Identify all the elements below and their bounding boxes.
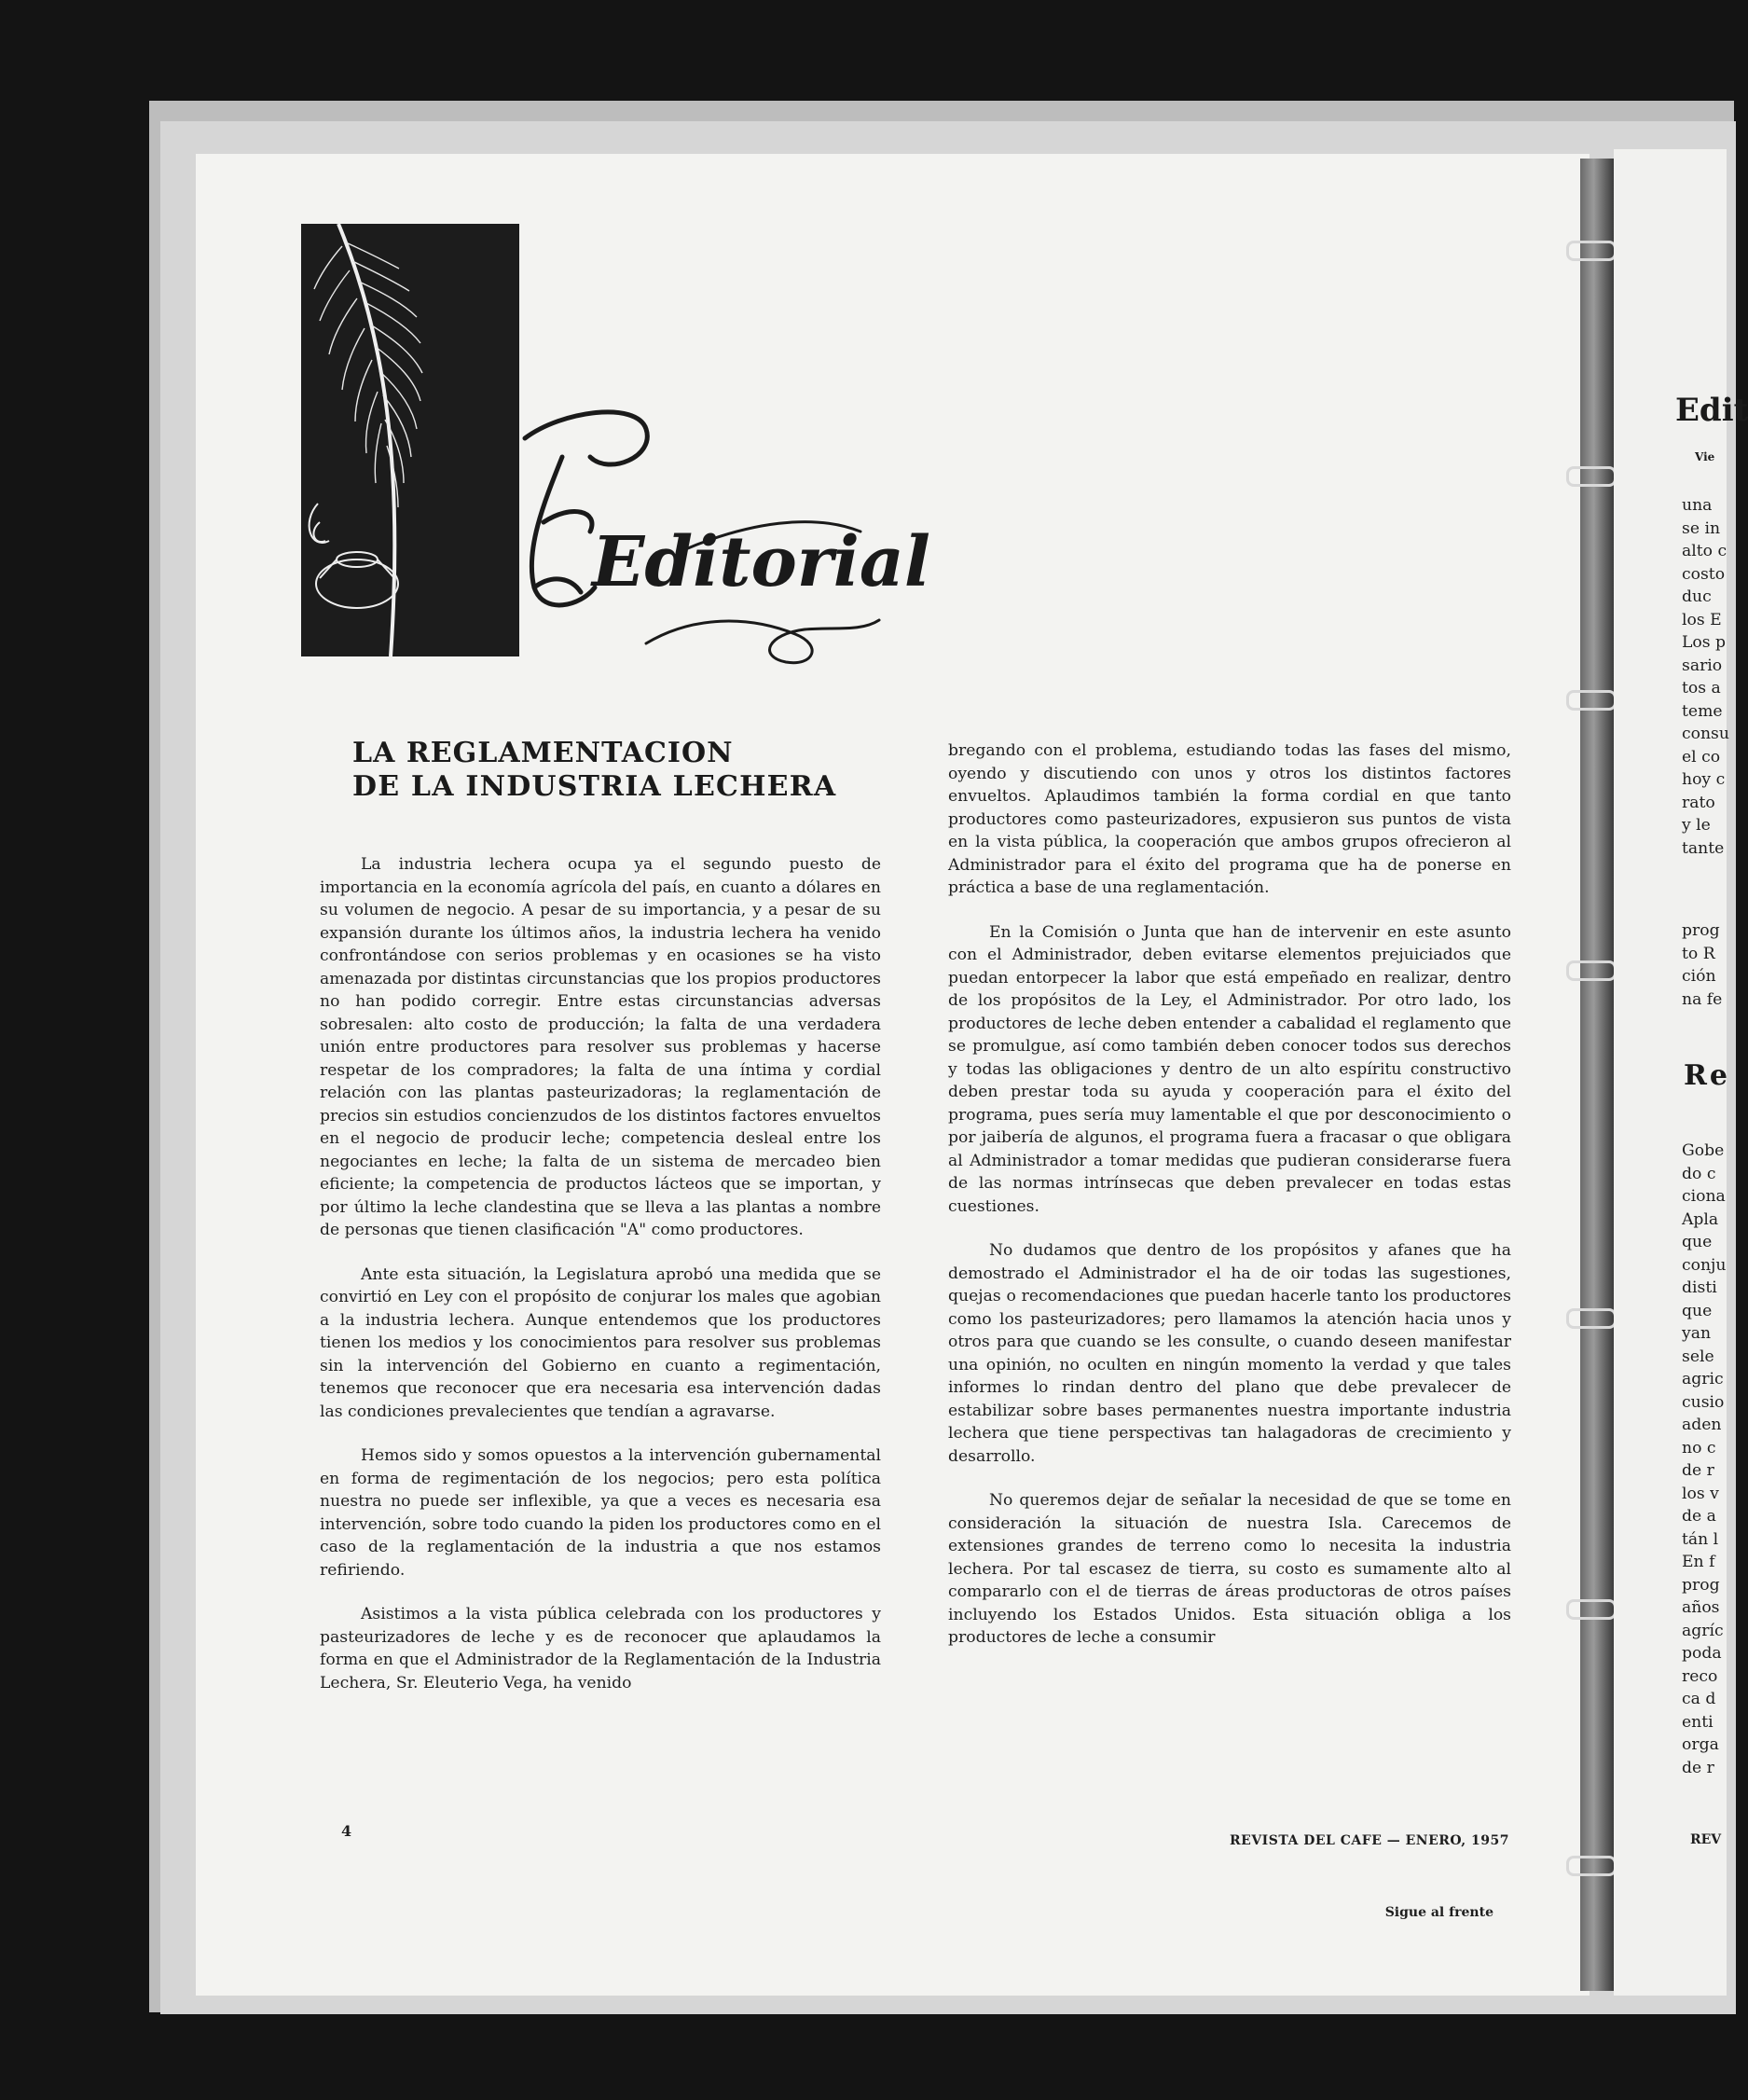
facing-page-line: tante: [1682, 838, 1725, 858]
headline-line-2: DE LA INDUSTRIA LECHERA: [352, 770, 837, 803]
facing-page-text-block-3: [1682, 1140, 1726, 1779]
facing-page-line: sario: [1682, 656, 1723, 675]
feather-inkwell-illustration: [301, 224, 519, 656]
binding-ring-icon: [1566, 466, 1617, 487]
facing-page-line: Apla: [1682, 1209, 1719, 1229]
facing-page-line: sele: [1682, 1347, 1714, 1366]
facing-page-line: aden: [1682, 1416, 1722, 1434]
facing-page-line: años: [1682, 1598, 1720, 1617]
facing-page-line: los v: [1682, 1484, 1719, 1503]
facing-page-line: yan: [1682, 1324, 1712, 1343]
facing-page-line: tos a: [1682, 679, 1721, 698]
facing-page-line: consu: [1682, 725, 1729, 743]
facing-page-line: ca d: [1682, 1690, 1716, 1708]
continued-note: Sigue al frente: [1384, 1905, 1493, 1920]
editorial-script-logo: [506, 401, 930, 681]
facing-page-line: duc: [1682, 587, 1712, 606]
binding-ring-icon: [1566, 241, 1617, 261]
facing-page-line: reco: [1682, 1666, 1718, 1686]
facing-page-line: de a: [1682, 1507, 1716, 1526]
facing-page-heading: Re: [1684, 1059, 1731, 1092]
facing-page-line: do c: [1682, 1164, 1716, 1183]
facing-page-line: orga: [1682, 1735, 1719, 1754]
facing-page-line: Los p: [1682, 633, 1727, 652]
facing-page-line: to R: [1682, 944, 1715, 963]
facing-page-line: disti: [1682, 1278, 1717, 1297]
facing-page-line: de r: [1682, 1758, 1714, 1777]
facing-page-line: costo: [1682, 564, 1726, 584]
page-number: 4: [341, 1822, 352, 1840]
facing-page-line: rato: [1682, 793, 1715, 812]
binding-ring-icon: [1566, 690, 1617, 711]
binding-ring-icon: [1566, 1856, 1617, 1876]
paragraph: Hemos sido y somos opuestos a la intervención gubernamental en forma de regimentación de los negocios; pero esta política nuestra no puede ser inflexible, ya que a veces es necesaria esa intervención, sobre todo cuando la piden los productores como en el caso de la reglamentación de la industria a que nos estamos refiriendo.: [320, 1446, 881, 1580]
article-headline: [352, 737, 874, 804]
facing-page-line: que: [1682, 1233, 1713, 1251]
binding-spine: [1580, 159, 1614, 1991]
binding-ring-icon: [1566, 960, 1617, 981]
feather-quill-icon: [301, 224, 519, 656]
masthead-text: Editorial: [592, 522, 930, 602]
facing-page-line: el co: [1682, 747, 1721, 767]
facing-page-line: que: [1682, 1301, 1713, 1320]
paragraph-continued: bregando con el problema, estudiando todas las fases del mismo, oyendo y discutiendo con unos y otros los distintos factores envueltos. Aplaudimos también la forma cordial en que tanto productores como pasteurizadores, expusieron sus puntos de vista en la vista pública, la cooperación que ambos grupos ofrecieron al Administrador para el éxito del programa que ha de ponerse en práctica a base de una reglamentación.: [948, 741, 1511, 897]
facing-page-line: los E: [1682, 610, 1722, 629]
facing-page-line: Gobe: [1682, 1141, 1725, 1160]
facing-page-footer: REV: [1690, 1832, 1722, 1847]
facing-page-line: ción: [1682, 967, 1716, 986]
facing-page-line: poda: [1682, 1644, 1722, 1663]
facing-page-line: y le: [1682, 816, 1711, 835]
facing-page-line: conju: [1682, 1255, 1727, 1275]
magazine-footer: REVISTA DEL CAFE — ENERO, 1957: [1230, 1833, 1509, 1848]
facing-page-title: Edit: [1675, 392, 1748, 429]
facing-page-line: se in: [1682, 518, 1721, 538]
paragraph: No queremos dejar de señalar la necesidad de que se tome en consideración la situación de nuestra Isla. Carecemos de extensiones grandes de terreno como lo necesita la industria lechera. Por tal escasez de tierra, su costo es sumamente alto al compararlo con el de tierras de áreas productoras de otros países incluyendo los Estados Unidos. Esta situación obliga a los productores de leche a consumir: [948, 1491, 1511, 1647]
article-column-1: [320, 853, 881, 1716]
paragraph: Ante esta situación, la Legislatura aprobó una medida que se convirtió en Ley con el propósito de conjurar los males que agobian a la industria lechera. Aunque entendemos que los productores tienen los medios y los conocimientos para resolver sus problemas sin la intervención del Gobierno en cuanto a regimentación, tenemos que reconocer que era necesaria esa intervención dadas las condiciones prevalecientes que tendían a agravarse.: [320, 1264, 881, 1421]
facing-page-line: hoy c: [1682, 770, 1726, 789]
binding-ring-icon: [1566, 1308, 1617, 1329]
facing-page-line: teme: [1682, 701, 1723, 721]
facing-page-subtitle: Vie: [1695, 450, 1715, 463]
facing-page-line: prog: [1682, 921, 1720, 940]
binding-ring-icon: [1566, 1599, 1617, 1620]
facing-page-line: enti: [1682, 1712, 1714, 1732]
facing-page-line: no c: [1682, 1438, 1716, 1458]
facing-page-line: prog: [1682, 1575, 1720, 1595]
facing-page-line: agric: [1682, 1370, 1724, 1388]
facing-page-line: una: [1682, 496, 1713, 515]
facing-page-line: agríc: [1682, 1621, 1724, 1640]
facing-page-line: na fe: [1682, 989, 1723, 1009]
article-column-2: [948, 739, 1511, 1671]
headline-line-1: LA REGLAMENTACION: [352, 737, 734, 769]
facing-page-line: alto c: [1682, 542, 1727, 560]
paragraph: En la Comisión o Junta que han de intervenir en este asunto con el Administrador, deben evitarse elementos prejuiciados que puedan entorpecer la labor que está empeñado en realizar, dentro de los propósitos de la Ley, el Administrador. Por otro lado, los productores de leche deben entender a cabalidad el reglamento que se promulgue, así como también deben conocer todos sus derechos y todas las obligaciones y dentro de un alto espíritu constructivo deben prestar toda su ayuda y cooperación para el éxito del programa, pues sería muy lamentable el que por desconocimiento o por jaibería de algunos, el programa fuera a fracasar o que obligara al Administrador a tomar medidas que pudieran considerarse fuera de las normas intrínsecas que deben prevalecer en todas estas cuestiones.: [948, 922, 1511, 1216]
facing-page-line: ciona: [1682, 1187, 1726, 1206]
facing-page-line: cusio: [1682, 1392, 1725, 1412]
paragraph: No dudamos que dentro de los propósitos y afanes que ha demostrado el Administrador el ha de oir todas las sugestiones, quejas o recomendaciones que puedan hacerle tanto los productores como los pasteurizadores; pero llamamos la atención hacia unos y otros para que cuando se les consulte, o cuando deseen manifestar una opinión, no oculten en ningún momento la verdad y que tales informes lo rindan dentro del plano que debe prevalecer de estabilizar sobre bases permanentes nuestra importante industria lechera que tiene perspectivas tan halagadoras de crecimiento y desarrollo.: [948, 1241, 1511, 1466]
facing-page-text-block-1: [1682, 494, 1729, 860]
facing-page-text-block-2: [1682, 919, 1722, 1011]
facing-page-line: de r: [1682, 1461, 1714, 1480]
facing-page-line: En f: [1682, 1553, 1715, 1571]
paragraph: La industria lechera ocupa ya el segundo puesto de importancia en la economía agrícola del país, en cuanto a dólares en su volumen de negocio. A pesar de su importancia, y a pesar de su expansión durante los últimos años, la industria lechera ha venido confrontándose con serios problemas y en ocasiones se ha visto amenazada por distintas circunstancias que los propios productores no han podido corregir. Entre estas circunstancias adversas sobresalen: alto costo de producción; la falta de una verdadera unión entre productores para resolver sus problemas y hacerse respetar de los compradores; la falta de una íntima y cordial relación con las plantas pasteurizadoras; la reglamentación de precios sin estudios concienzudos de los distintos factores envueltos en el negocio de producir leche; competencia desleal entre los negociantes en leche; la falta de un sistema de mercadeo bien eficiente; la competencia de productos lácteos que se importan, y por último la leche clandestina que se lleva a las plantas a nombre de personas que tienen clasificación "A" como productores.: [320, 855, 881, 1239]
paragraph: Asistimos a la vista pública celebrada con los productores y pasteurizadores de leche y es de reconocer que aplaudamos la forma en que el Administrador de la Reglamentación de la Industria Lechera, Sr. Eleuterio Vega, ha venido: [320, 1605, 881, 1692]
facing-page-line: tán l: [1682, 1529, 1719, 1549]
